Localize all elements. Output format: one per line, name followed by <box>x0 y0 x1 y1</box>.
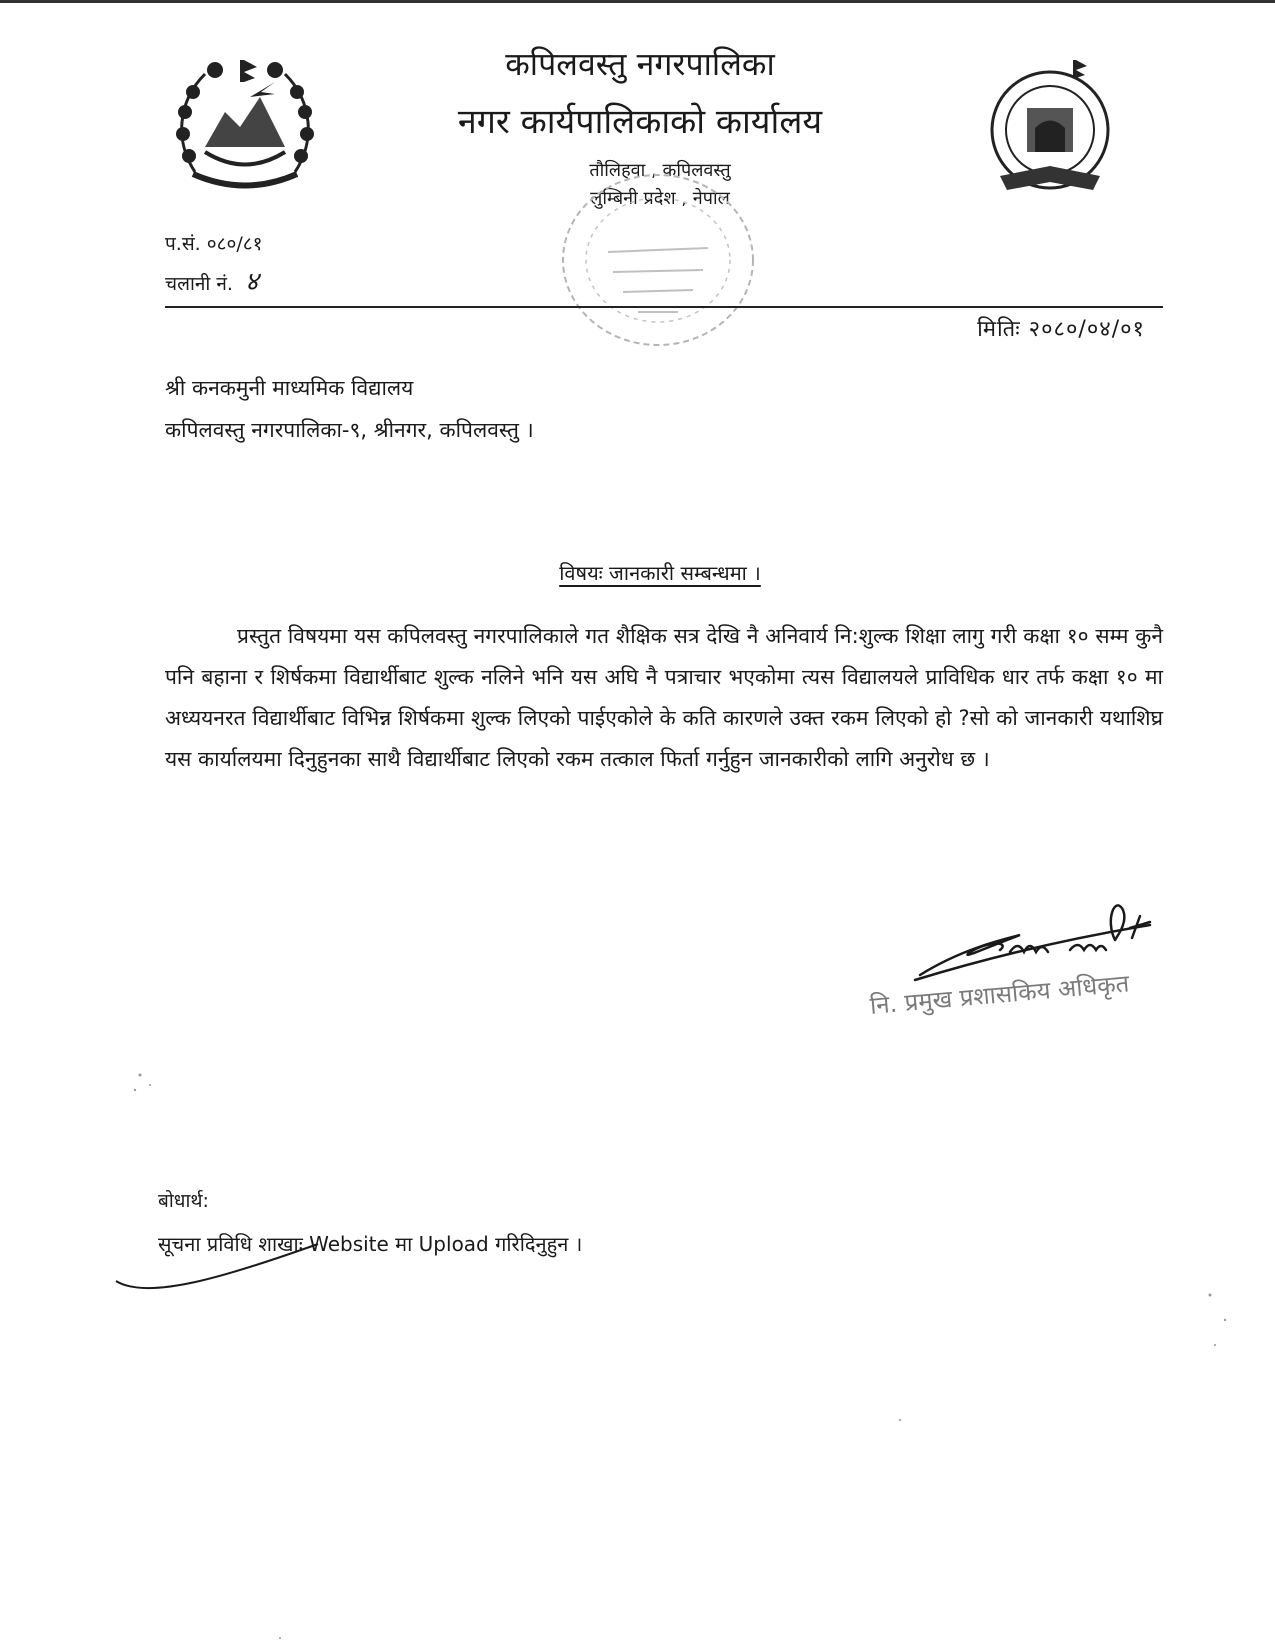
address-line-1: तौलिहवा , कपिलवस्तु <box>589 160 731 181</box>
dispatch-label: चलानी नं. <box>165 273 233 295</box>
recipient-address: कपिलवस्तु नगरपालिका-९, श्रीनगर, कपिलवस्तु । <box>165 418 534 442</box>
letter-subject: विषयः जानकारी सम्बन्धमा । <box>559 561 761 585</box>
fiscal-year-reference: प.सं. ०८०/८१ <box>165 233 263 255</box>
cc-label: बोधार्थ: <box>158 1190 209 1212</box>
address-line-2: लुम्बिनी प्रदेश , नेपाल <box>590 188 730 209</box>
signatory-title: नि. प्रमुख प्रशासकिय अधिकृत <box>868 969 1131 1020</box>
letter-body: प्रस्तुत विषयमा यस कपिलवस्तु नगरपालिकाले गत शैक्षिक सत्र देखि नै अनिवार्य नि:शुल्क शिक्षा लागु गरी कक्षा १० सम्म कुनै पनि बहाना र शिर्षकमा विद्यार्थीबाट शुल्क नलिने भनि यस अघि नै पत्राचार भएकोमा त्यस विद्यालयले प्राविधिक धार तर्फ कक्षा १० मा अध्ययनरत विद्यार्थीबाट विभिन्न शिर्षकमा शुल्क लिएको पाईएकोले के कति कारणले उक्त रकम लिएको हो ?सो को जानकारी यथाशिघ्र यस कार्यालयमा दिनुहुनका साथै विद्यार्थीबाट लिएको रकम तत्काल फिर्ता गर्नुहुन जानकारीको लागि अनुरोध छ । <box>165 624 1163 771</box>
cc-text: सूचना प्रविधि शाखाः Website मा Upload गरिदिनुहुन । <box>158 1232 583 1256</box>
recipient-name: श्री कनकमुनी माध्यमिक विद्यालय <box>165 376 414 400</box>
letter-date: मितिः २०८०/०४/०१ <box>977 317 1145 342</box>
dispatch-value: ४ <box>245 267 259 297</box>
office-name: नगर कार्यपालिकाको कार्यालय <box>457 102 823 142</box>
municipality-name: कपिलवस्तु नगरपालिका <box>505 45 775 83</box>
